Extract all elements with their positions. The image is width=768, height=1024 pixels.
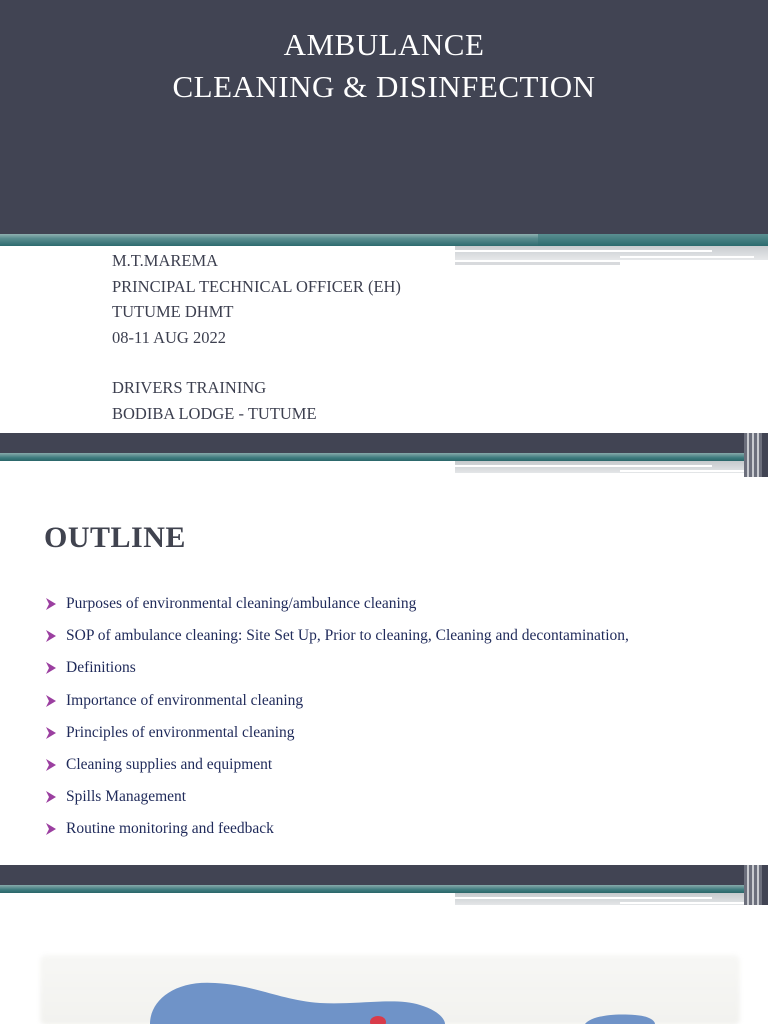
arrow-bullet-icon bbox=[44, 821, 66, 837]
separator-line bbox=[620, 902, 754, 904]
decorative-line bbox=[455, 250, 712, 252]
arrow-bullet-icon bbox=[44, 789, 66, 805]
event-venue: BODIBA LODGE - TUTUME bbox=[112, 404, 317, 423]
event-dates: 08-11 AUG 2022 bbox=[112, 328, 226, 347]
arrow-bullet-icon bbox=[44, 660, 66, 676]
author-title: PRINCIPAL TECHNICAL OFFICER (EH) bbox=[112, 277, 401, 296]
outline-item bbox=[44, 781, 764, 813]
blue-blob-shape-right bbox=[585, 1014, 655, 1024]
arrow-bullet-icon bbox=[44, 725, 66, 741]
event-name: DRIVERS TRAINING bbox=[112, 378, 267, 397]
outline-item bbox=[44, 813, 764, 845]
slide-title-line-2: CLEANING & DISINFECTION bbox=[172, 69, 596, 104]
arrow-bullet-icon bbox=[44, 757, 66, 773]
decorative-teal-bar-right bbox=[538, 234, 768, 246]
outline-item-text: Importance of environmental cleaning bbox=[66, 691, 304, 709]
author-organization: TUTUME DHMT bbox=[112, 302, 234, 321]
decorative-line bbox=[620, 256, 754, 258]
separator-line bbox=[455, 465, 712, 467]
separator-dark-band bbox=[0, 865, 768, 885]
outline-item bbox=[44, 620, 764, 652]
outline-item-text: Definitions bbox=[66, 659, 136, 677]
slide-3-illustration bbox=[0, 905, 768, 1024]
outline-item bbox=[44, 588, 764, 620]
outline-item-text: Purposes of environmental cleaning/ambulance cleaning bbox=[66, 595, 417, 613]
arrow-bullet-icon bbox=[44, 596, 66, 612]
outline-item-text: Principles of environmental cleaning bbox=[66, 723, 295, 741]
outline-item-text: SOP of ambulance cleaning: Site Set Up, Prior to cleaning, Cleaning and decontamination, bbox=[66, 627, 629, 645]
outline-item-text: Cleaning supplies and equipment bbox=[66, 756, 273, 774]
separator-line bbox=[620, 470, 754, 472]
decorative-line bbox=[455, 262, 620, 265]
outline-item bbox=[44, 652, 764, 684]
separator-line bbox=[455, 897, 712, 899]
blue-blob-shape bbox=[150, 983, 445, 1024]
separator-stripes bbox=[744, 433, 768, 477]
separator-dark-band bbox=[0, 433, 768, 453]
author-name: M.T.MAREMA bbox=[112, 251, 219, 270]
separator-teal-band bbox=[0, 453, 768, 461]
outline-item-text: Routine monitoring and feedback bbox=[66, 820, 274, 838]
slide-title-line-1: AMBULANCE bbox=[283, 27, 485, 62]
outline-item-text: Spills Management bbox=[66, 788, 187, 806]
outline-heading: OUTLINE bbox=[44, 521, 186, 554]
outline-item bbox=[44, 685, 764, 717]
outline-list bbox=[44, 588, 764, 846]
arrow-bullet-icon bbox=[44, 693, 66, 709]
outline-item bbox=[44, 717, 764, 749]
separator-teal-band bbox=[0, 885, 768, 893]
arrow-bullet-icon bbox=[44, 628, 66, 644]
separator-stripes bbox=[744, 865, 768, 909]
outline-item bbox=[44, 749, 764, 781]
